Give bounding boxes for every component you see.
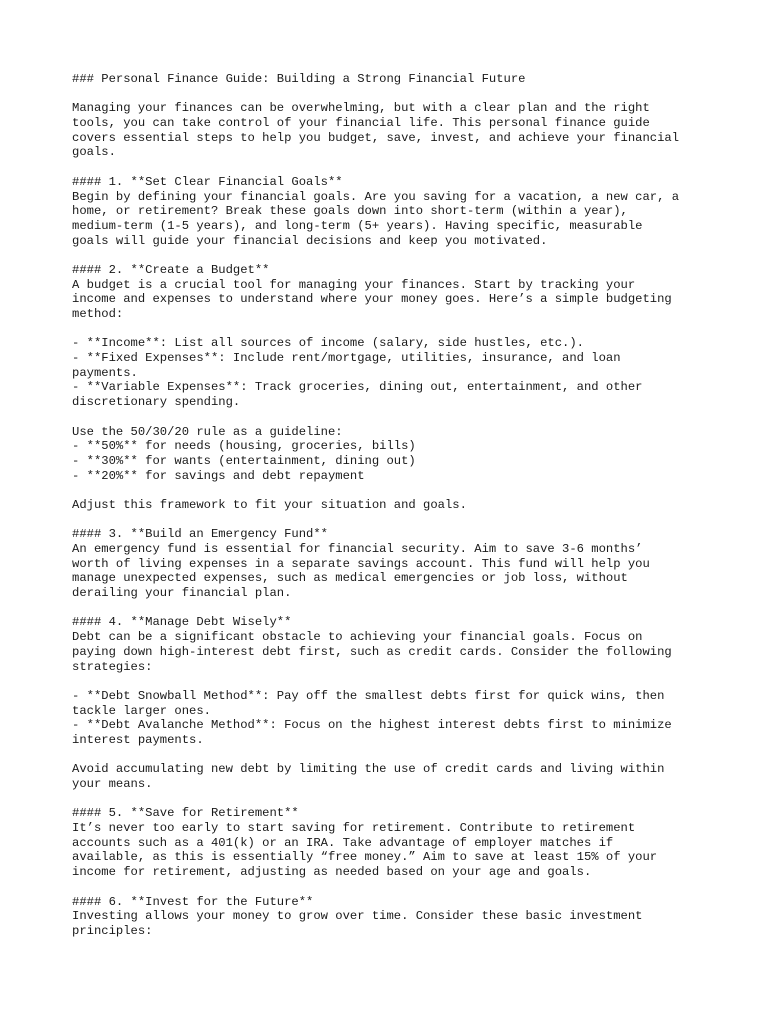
blank-line [72,87,728,102]
text-line: your means. [72,777,153,791]
blank-line [72,674,728,689]
text-line: Adjust this framework to fit your situation and goals. [72,497,467,512]
text-line: income for retirement, adjusting as needed based on your age and goals. [72,865,592,880]
section-heading: #### 1. **Set Clear Financial Goals** [72,174,343,189]
list-item: - **Debt Snowball Method**: Pay off the smallest debts first for quick wins, then [72,688,665,703]
section-heading: #### 6. **Invest for the Future** [72,894,314,909]
document-body [72,72,728,939]
blank-line [72,410,728,425]
text-line: accounts such as a 401(k) or an IRA. Take advantage of employer matches if [72,835,614,850]
text-line: Investing allows your money to grow over time. Consider these basic investment [72,909,643,924]
blank-line [72,601,728,616]
text-line: worth of living expenses in a separate savings account. This fund will help you [72,556,650,571]
blank-line [72,792,728,807]
blank-line [72,160,728,175]
blank-line [72,248,728,263]
list-item: - **20%** for savings and debt repayment [72,468,365,483]
text-line: income and expenses to understand where your money goes. Here’s a simple budgeting [72,292,672,307]
text-line: payments. [72,365,138,380]
list-item: - **Income**: List all sources of income (salary, side hustles, etc.). [72,336,584,351]
text-line: covers essential steps to help you budget, save, invest, and achieve your financial [72,130,680,145]
text-line: An emergency fund is essential for financial security. Aim to save 3-6 months’ [72,542,643,556]
text-line: discretionary spending. [72,395,241,410]
text-line: goals will guide your financial decisions and keep you motivated. [72,233,548,248]
text-line: A budget is a crucial tool for managing your finances. Start by tracking your [72,277,636,292]
text-line: medium-term (1-5 years), and long-term (5+ years). Having specific, measurable [72,218,643,233]
list-item: - **Fixed Expenses**: Include rent/mortgage, utilities, insurance, and loan [72,351,621,366]
text-line: tackle larger ones. [72,703,211,718]
list-item: - **Debt Avalanche Method**: Focus on the highest interest debts first to minimize [72,718,672,733]
text-line: strategies: [72,659,153,674]
section-heading: #### 2. **Create a Budget** [72,262,270,277]
list-item: - **30%** for wants (entertainment, dining out) [72,453,416,468]
section-heading: #### 3. **Build an Emergency Fund** [72,527,328,542]
list-item: - **Variable Expenses**: Track groceries, dining out, entertainment, and other [72,380,643,395]
text-line: Debt can be a significant obstacle to achieving your financial goals. Focus on [72,630,643,645]
text-line: Managing your finances can be overwhelming, but with a clear plan and the right [72,101,650,116]
text-line: available, as this is essentially “free money.” Aim to save at least 15% of your [72,850,658,865]
text-line: Use the 50/30/20 rule as a guideline: [72,424,343,439]
text-line: goals. [72,145,116,160]
blank-line [72,748,728,763]
text-line: derailing your financial plan. [72,586,292,601]
text-line: Avoid accumulating new debt by limiting the use of credit cards and living within [72,762,665,777]
list-item: - **50%** for needs (housing, groceries, bills) [72,439,416,454]
blank-line [72,513,728,528]
blank-line [72,322,728,337]
text-line: interest payments. [72,732,204,747]
text-line: home, or retirement? Break these goals down into short-term (within a year), [72,204,628,219]
text-line: principles: [72,923,153,938]
text-line: paying down high-interest debt first, such as credit cards. Consider the following [72,644,672,659]
section-heading: #### 5. **Save for Retirement** [72,806,299,821]
section-heading: #### 4. **Manage Debt Wisely** [72,615,292,630]
text-line: It’s never too early to start saving for retirement. Contribute to retirement [72,821,636,836]
text-line: tools, you can take control of your financial life. This personal finance guide [72,116,650,131]
text-line: Begin by defining your financial goals. Are you saving for a vacation, a new car, a [72,189,680,204]
blank-line [72,483,728,498]
text-line: method: [72,307,124,321]
document-title: ### Personal Finance Guide: Building a Strong Financial Future [72,72,526,86]
blank-line [72,880,728,895]
text-line: manage unexpected expenses, such as medical emergencies or job loss, without [72,571,628,586]
